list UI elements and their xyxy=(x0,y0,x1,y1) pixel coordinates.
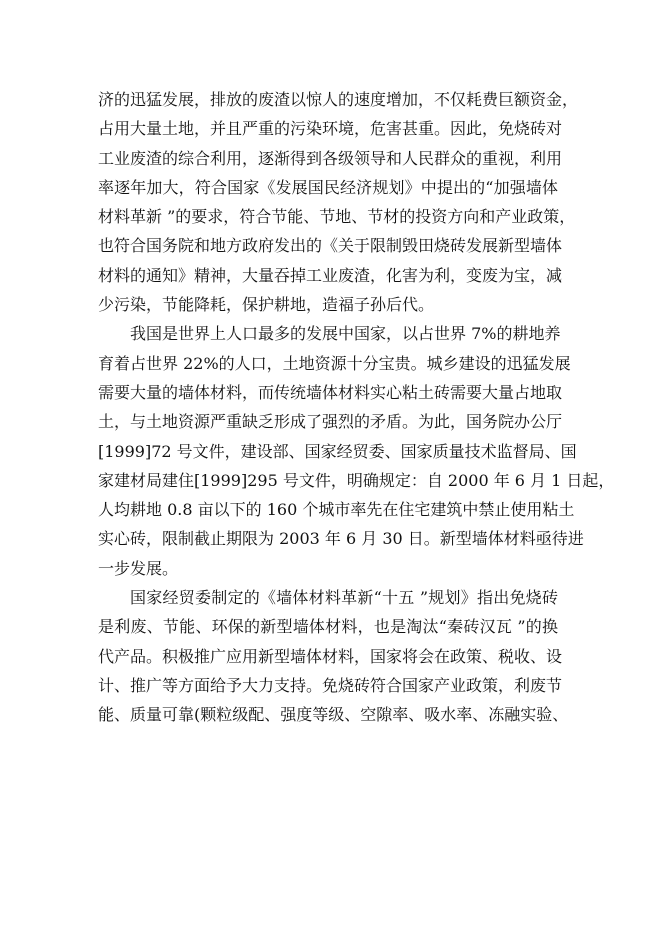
text-line: 率逐年加大，符合国家《发展国民经济规划》中提出的“加强墙体 xyxy=(98,177,558,197)
text-line: 代产品。积极推广应用新型墙体材料，国家将会在政策、税收、设 xyxy=(98,646,563,666)
text-line: 计、推广等方面给予大力支持。免烧砖符合国家产业政策，利废节 xyxy=(98,675,563,695)
text-line: 一步发展。 xyxy=(98,558,179,578)
text-line: 是利废、节能、环保的新型墙体材料，也是淘汰“秦砖汉瓦 ”的换 xyxy=(98,617,558,637)
text-line: 人均耕地 0.8 亩以下的 160 个城市率先在住宅建筑中禁止使用粘土 xyxy=(98,500,575,520)
text-line: 也符合国务院和地方政府发出的《关于限制毁田烧砖发展新型墙体 xyxy=(98,236,563,256)
paragraph-3 xyxy=(98,583,569,729)
body-text xyxy=(98,85,615,730)
text-line: 家建材局建住[1999]295 号文件，明确规定：自 2000 年 6 月 1 日起， xyxy=(98,470,615,490)
text-line: 需要大量的墙体材料，而传统墙体材料实心粘土砖需要大量占地取 xyxy=(98,382,563,402)
text-line: 材料的通知》精神，大量吞掉工业废渣，化害为利，变废为宝，减 xyxy=(98,265,563,285)
text-line: 国家经贸委制定的《墙体材料革新“十五 ”规划》指出免烧砖 xyxy=(130,588,558,608)
text-line: 我国是世界上人口最多的发展中国家，以占世界 7%的耕地养 xyxy=(130,324,561,344)
text-line: 工业废渣的综合利用，逐渐得到各级领导和人民群众的重视，利用 xyxy=(98,148,563,168)
text-line: 能、质量可靠(颗粒级配、强度等级、空隙率、吸水率、冻融实验、 xyxy=(98,705,569,725)
text-line: 育着占世界 22%的人口，土地资源十分宝贵。城乡建设的迅猛发展 xyxy=(98,353,571,373)
paragraph-1 xyxy=(98,85,579,319)
paragraph-2 xyxy=(98,319,615,583)
text-line: 土，与土地资源严重缺乏形成了强烈的矛盾。为此，国务院办公厅 xyxy=(98,412,563,432)
text-line: 实心砖，限制截止期限为 2003 年 6 月 30 日。新型墙体材料亟待进 xyxy=(98,529,584,549)
text-line: 材料革新 ”的要求，符合节能、节地、节材的投资方向和产业政策， xyxy=(98,207,576,227)
text-line: 少污染，节能降耗，保护耕地，造福子孙后代。 xyxy=(98,295,435,315)
text-line: [1999]72 号文件，建设部、国家经贸委、国家质量技术监督局、国 xyxy=(98,441,577,461)
text-line: 济的迅猛发展，排放的废渣以惊人的速度增加，不仅耗费巨额资金， xyxy=(98,90,579,109)
text-line: 占用大量土地，并且严重的污染环境，危害甚重。因此，免烧砖对 xyxy=(98,119,563,139)
